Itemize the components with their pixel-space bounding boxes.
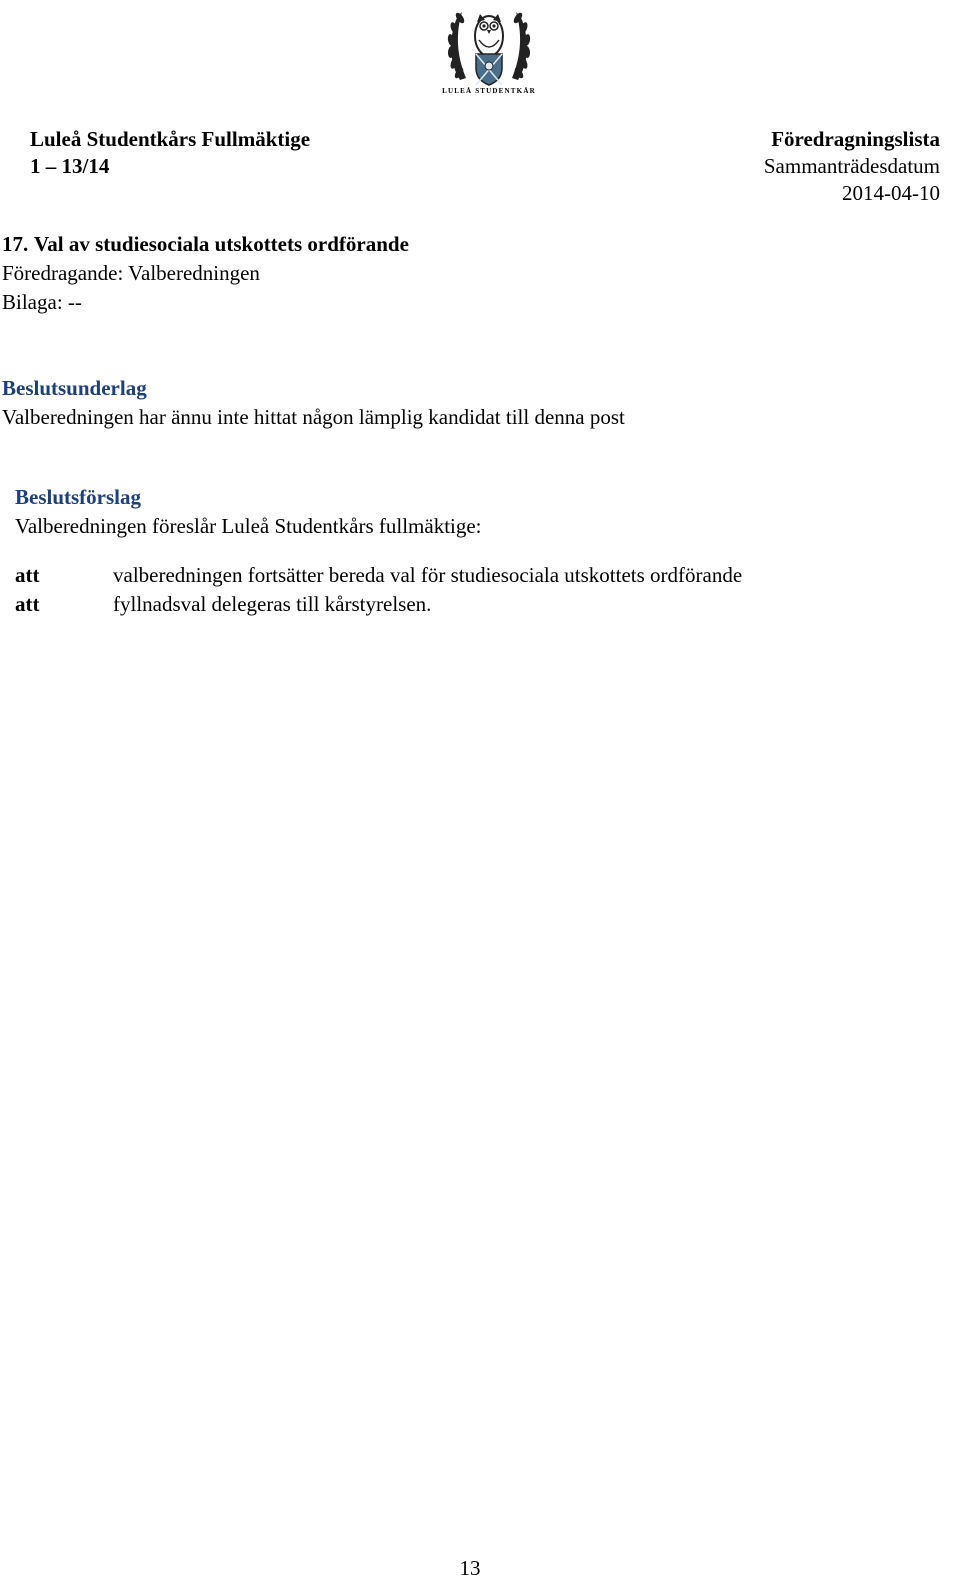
logo-wordmark: LULEÅ STUDENTKÅR [442, 87, 536, 95]
page-number: 13 [459, 1556, 481, 1580]
document-type: Föredragningslista [771, 127, 940, 151]
proposal-point [2, 561, 942, 590]
document-header-left [30, 126, 310, 180]
item-number: 17. [2, 232, 29, 256]
item-attachment: Bilaga: -- [2, 290, 82, 314]
proposal-text: valberedningen fortsätter bereda val för studiesociala utskottets ordförande [113, 563, 743, 587]
proposal-text: fyllnadsval delegeras till kårstyrelsen. [113, 592, 432, 616]
proposal-point [2, 590, 942, 619]
organization-name: Luleå Studentkårs Fullmäktige [30, 127, 311, 151]
document-header-right [764, 126, 940, 207]
item-title: Val av studiesociala utskottets ordförande [34, 232, 409, 256]
agenda-item [2, 230, 942, 619]
item-presenter: Föredragande: Valberedningen [2, 261, 260, 285]
beslutsforslag-heading: Beslutsförslag [15, 485, 141, 509]
beslutsunderlag-text: Valberedningen har ännu inte hittat någon lämplig kandidat till denna post [2, 405, 625, 429]
meeting-date-label: Sammanträdesdatum [763, 154, 940, 178]
item-heading [2, 230, 942, 259]
owl-emblem-icon [446, 2, 532, 98]
beslutsunderlag-heading: Beslutsunderlag [2, 376, 147, 400]
beslutsforslag-intro: Valberedningen föreslår Luleå Studentkårs fullmäktige: [15, 514, 482, 538]
meeting-date: 2014-04-10 [842, 181, 940, 205]
proposal-att: att [15, 563, 40, 587]
proposal-att: att [15, 592, 40, 616]
meeting-number: 1 – 13/14 [30, 154, 110, 178]
